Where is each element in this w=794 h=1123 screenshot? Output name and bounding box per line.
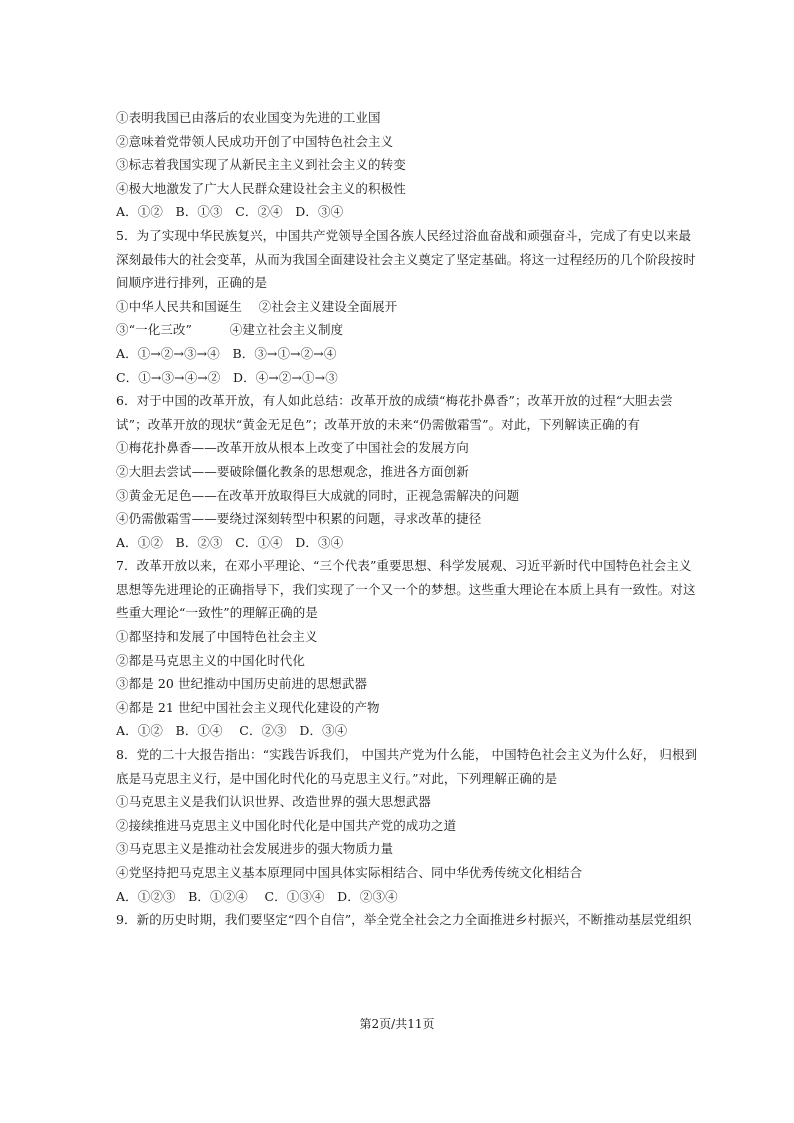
text-line: 6．对于中国的改革开放，有人如此总结：改革开放的成绩“梅花扑鼻香”；改革开放的过程“大胆去尝 <box>116 393 673 409</box>
text-line: ①中华人民共和国诞生 ②社会主义建设全面展开 <box>116 298 398 314</box>
text-line: A．①② B．①④ C．②③ D．③④ <box>116 723 348 739</box>
text-line: 思想等先进理论的正确指导下，我们实现了一个又一个的梦想。这些重大理论在本质上具有一致性。对这 <box>116 581 696 597</box>
text-line: A．①→②→③→④ B．③→①→②→④ <box>116 345 337 361</box>
page-footer: 第2页/共11页 <box>359 1017 435 1031</box>
text-line: ③标志着我国实现了从新民主主义到社会主义的转变 <box>116 157 406 173</box>
text-line: ②大胆去尝试——要破除僵化教条的思想观念，推进各方面创新 <box>116 463 469 479</box>
text-line: 7．改革开放以来，在邓小平理论、“三个代表”重要思想、科学发展观、习近平新时代中国特色社会主义 <box>116 558 692 574</box>
text-line: ②意味着党带领人民成功开创了中国特色社会主义 <box>116 133 394 149</box>
text-line: ①马克思主义是我们认识世界、改造世界的强大思想武器 <box>116 794 432 810</box>
text-line: 9．新的历史时期，我们要坚定“四个自信”，举全党全社会之力全面推进乡村振兴，不断推动基层党组织 <box>116 912 692 928</box>
text-line: ①表明我国已由落后的农业国变为先进的工业国 <box>116 110 381 125</box>
text-line: 些重大理论“一致性”的理解正确的是 <box>116 605 318 621</box>
text-line: C．①→③→④→② D．④→②→①→③ <box>116 369 338 385</box>
text-line: ①都坚持和发展了中国特色社会主义 <box>116 629 318 645</box>
text-line: A．①② B．①③ C．②④ D．③④ <box>116 204 344 220</box>
text-line: 5．为了实现中华民族复兴，中国共产党领导全国各族人民经过浴血奋战和顽强奋斗，完成了有史以来最 <box>116 227 692 243</box>
page-content <box>116 106 698 932</box>
text-line: ③都是 20 世纪推动中国历史前进的思想武器 <box>116 676 368 692</box>
text-line: ③“一化三改” ④建立社会主义制度 <box>116 322 344 338</box>
text-line: ②接续推进马克思主义中国化时代化是中国共产党的成功之道 <box>116 817 457 833</box>
text-line: 8．党的二十大报告指出：“实践告诉我们， 中国共产党为什么能， 中国特色社会主义为什么好， 归根到 <box>116 747 698 763</box>
text-line: A．①② B．②③ C．①④ D．③④ <box>116 534 344 550</box>
text-line: 间顺序进行排列，正确的是 <box>116 275 268 291</box>
text-line: ①梅花扑鼻香——改革开放从根本上改变了中国社会的发展方向 <box>116 440 469 456</box>
text-line: ③黄金无足色——在改革开放取得巨大成就的同时，正视急需解决的问题 <box>116 487 520 503</box>
text-line: ④党坚持把马克思主义基本原理同中国具体实际相结合、同中华优秀传统文化相结合 <box>116 865 583 880</box>
text-line: ④仍需傲霜雪——要绕过深刻转型中积累的问题，寻求改革的捷径 <box>116 511 482 527</box>
text-line: 试”；改革开放的现状“黄金无足色”；改革开放的未来“仍需傲霜雪”。对此，下列解读正确的有 <box>116 416 640 432</box>
text-line: ④都是 21 世纪中国社会主义现代化建设的产物 <box>116 699 380 715</box>
text-line: ④极大地激发了广大人民群众建设社会主义的积极性 <box>116 180 406 196</box>
text-line: 底是马克思主义行，是中国化时代化的马克思主义行。”对此，下列理解正确的是 <box>116 770 558 786</box>
text-line: ③马克思主义是推动社会发展进步的强大物质力量 <box>116 841 394 857</box>
text-line: ②都是马克思主义的中国化时代化 <box>116 652 306 668</box>
text-line: A．①②③ B．①②④ C．①③④ D．②③④ <box>116 888 398 904</box>
text-line: 深刻最伟大的社会变革，从而为我国全面建设社会主义奠定了坚定基础。将这一过程经历的几个阶段按时 <box>116 251 696 267</box>
